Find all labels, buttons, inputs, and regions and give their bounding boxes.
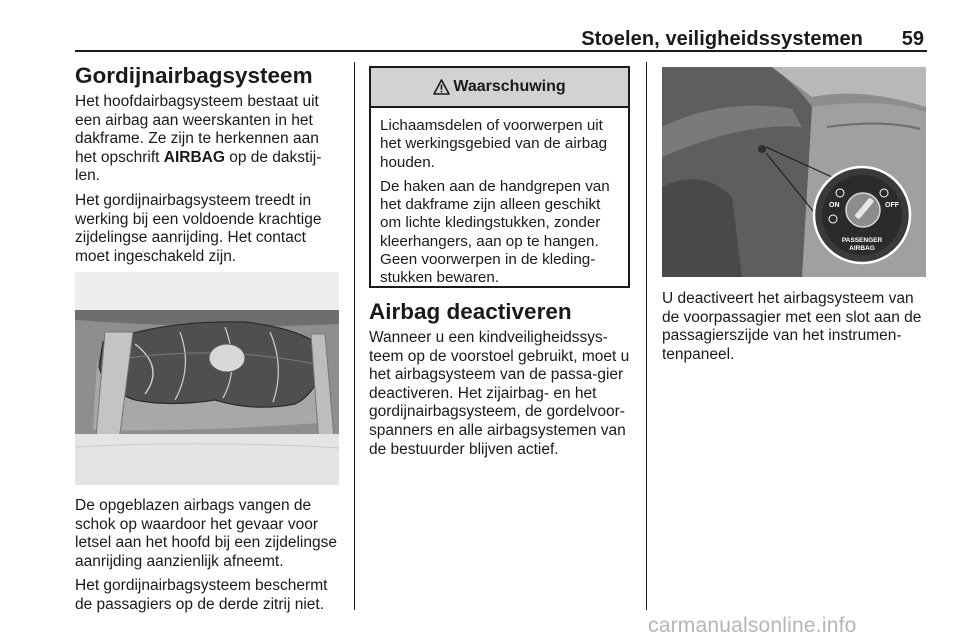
airbag-switch-illustration (662, 67, 926, 277)
warning-title: Waarschuwing (453, 78, 566, 95)
paragraph: Het hoofdairbagsysteem bestaat uit een airbag aan weerskanten in het dakframe. Ze zijn te herkennen aan het opschrift AIRBAG op de dakstij-len. (75, 93, 322, 185)
switch-label-airbag: AIRBAG (849, 245, 875, 252)
paragraph: Het gordijnairbagsysteem treedt in werking bij een voldoende krachtige zijdelingse aanrijding. Het contact moet ingeschakeld zijn. (75, 191, 322, 265)
paragraph: Wanneer u een kindveiligheidssys-teem op de voorstoel gebruikt, moet u het airbagsysteem van de passa-gier deactiveren. Het zijairbag- en het gordijnairbagsysteem, de gordelvoor-spanners en alle airbagsystemen van de bestuurder blijven actief. (369, 329, 630, 458)
switch-label-on: ON (829, 202, 840, 209)
section-heading-curtain-airbag: Gordijnairbagsysteem (75, 63, 313, 88)
header-title: Stoelen, veiligheidssystemen (581, 28, 863, 50)
paragraph: De opgeblazen airbags vangen de schok op waardoor het gevaar voor letsel aan het hoofd bij een zijdelingse aanrijding aanzienlijk afneemt. (75, 497, 337, 570)
warning-triangle-icon (433, 79, 450, 95)
switch-label-off: OFF (885, 202, 899, 209)
column-divider-2 (646, 62, 647, 610)
switch-label-passenger: PASSENGER (841, 237, 883, 244)
warning-paragraph: De haken aan de handgrepen van het dakframe zijn alleen geschikt om lichte kledingstukken, zonder kleerhangers, aan op te hangen. Geen voorwerpen in de kleding-stukken bewaren. (380, 177, 610, 287)
warning-body (371, 108, 628, 288)
warning-header (371, 68, 628, 108)
right-column (662, 290, 930, 370)
warning-box (369, 66, 630, 288)
page-number: 59 (901, 28, 924, 50)
curtain-airbag-illustration (75, 272, 339, 485)
paragraph: U deactiveert het airbagsysteem van de voorpassagier met een slot aan de passagierszijde van het instrumen-tenpaneel. (662, 290, 922, 363)
watermark: carmanualsonline.info (648, 614, 857, 637)
section-heading-deactivate-airbag: Airbag deactiveren (369, 299, 572, 324)
left-column (75, 62, 343, 272)
warning-paragraph: Lichaamsdelen of voorwerpen uit het werkingsgebied van de airbag houden. (380, 117, 608, 171)
header-rule (75, 50, 927, 52)
middle-column (369, 298, 635, 465)
paragraph: Het gordijnairbagsysteem beschermt de passagiers op de derde zitrij niet. (75, 577, 328, 613)
column-divider-1 (354, 62, 355, 610)
left-column-lower (75, 497, 343, 621)
